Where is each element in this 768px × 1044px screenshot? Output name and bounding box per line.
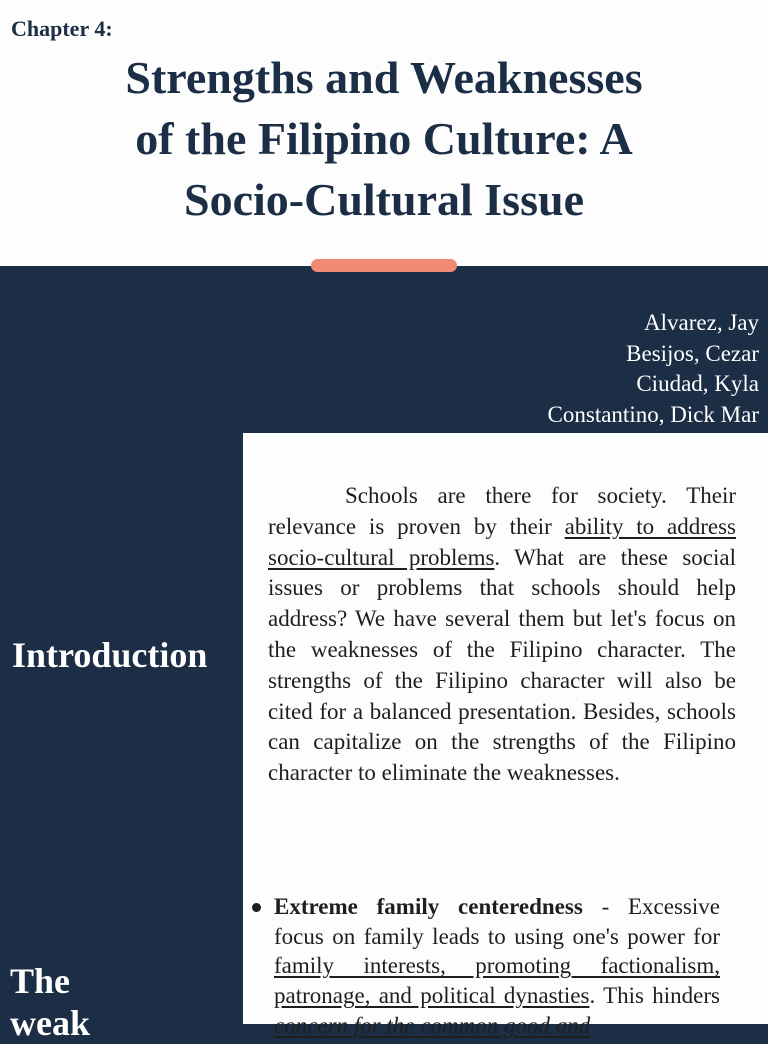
weaknesses-heading (10, 960, 90, 1044)
intro-emphasis: ability to address socio-cultural problems (268, 513, 736, 570)
weakness-emphasis-italic: concern for the common good and (274, 1012, 591, 1038)
bullet-icon (252, 903, 261, 912)
introduction-paragraph (268, 481, 736, 789)
author-name: Ciudad, Kyla (636, 371, 759, 396)
weakness-text (274, 892, 720, 1041)
weakness-list (252, 892, 720, 1041)
title-section (0, 0, 768, 266)
title-line-1: Strengths and Weaknesses (125, 52, 643, 103)
title-line-2: of the Filipino Culture: A (135, 113, 633, 164)
accent-divider (311, 259, 457, 272)
author-name: Alvarez, Jay (644, 310, 759, 335)
list-item (252, 892, 720, 1041)
weakness-desc: . This hinders (589, 983, 720, 1009)
author-list (548, 308, 759, 430)
weaknesses-heading-line-2: weak (10, 1003, 90, 1043)
introduction-heading: Introduction (12, 635, 208, 675)
document-title (60, 47, 708, 230)
chapter-label: Chapter 4: (11, 16, 113, 41)
author-name: Constantino, Dick Mar (547, 401, 759, 427)
weakness-term: Extreme family centeredness (274, 894, 583, 919)
intro-text: . What are these social issues or problems that schools should help address? We have several them but let's focus on the weaknesses of the Filipino character. The strengths of the Filipino character will also be cited for a balanced presentation. Besides, schools can capitalize on the strengths of the Filipino character to eliminate the weaknesses. (268, 544, 736, 786)
author-name: Besijos, Cezar (626, 340, 759, 366)
weakness-desc: - Excessive focus on family leads to using one's power for (274, 894, 720, 949)
title-line-3: Socio-Cultural Issue (184, 174, 584, 225)
weakness-emphasis: family interests, promoting factionalism, patronage, and political dynasties (274, 953, 720, 1009)
weaknesses-heading-line-1: The (10, 961, 71, 1001)
intro-text: Schools are there for society. Their relevance is proven by their (268, 483, 736, 539)
